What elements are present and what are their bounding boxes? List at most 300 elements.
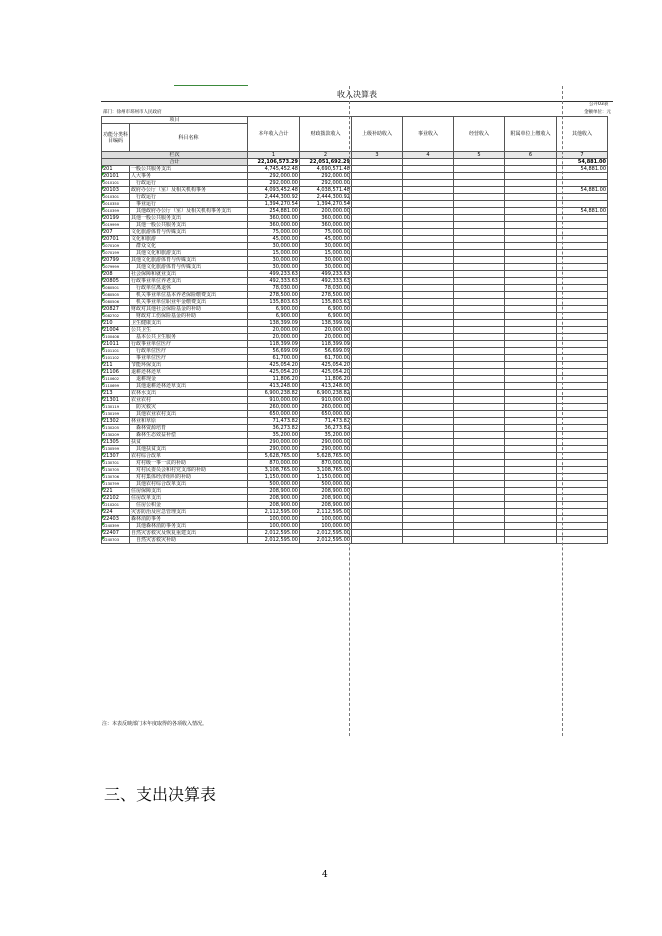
row-c4 bbox=[403, 432, 454, 439]
row-c6 bbox=[505, 320, 557, 327]
row-c1: 292,000.00 bbox=[248, 180, 300, 187]
table-row bbox=[102, 166, 608, 173]
row-c5 bbox=[454, 166, 505, 173]
row-c5 bbox=[454, 523, 505, 530]
row-c4 bbox=[403, 362, 454, 369]
row-name: 退耕现金 bbox=[130, 376, 248, 383]
row-c6 bbox=[505, 474, 557, 481]
row-c5 bbox=[454, 348, 505, 355]
row-c6 bbox=[505, 390, 557, 397]
row-c6 bbox=[505, 488, 557, 495]
row-code: 2130119 bbox=[102, 404, 130, 411]
row-code: 221 bbox=[102, 488, 130, 495]
row-c3 bbox=[352, 194, 403, 201]
row-c6 bbox=[505, 439, 557, 446]
row-c3 bbox=[352, 257, 403, 264]
row-name: 文化和旅游 bbox=[130, 236, 248, 243]
total-label: 合计 bbox=[102, 159, 248, 166]
row-c1: 56,699.09 bbox=[248, 348, 300, 355]
row-c5 bbox=[454, 495, 505, 502]
row-c3 bbox=[352, 201, 403, 208]
row-c4 bbox=[403, 418, 454, 425]
table-row bbox=[102, 467, 608, 474]
row-c4 bbox=[403, 236, 454, 243]
row-c6 bbox=[505, 453, 557, 460]
row-c4 bbox=[403, 166, 454, 173]
row-c1: 1,394,270.54 bbox=[248, 201, 300, 208]
row-c6 bbox=[505, 446, 557, 453]
row-c1: 360,000.00 bbox=[248, 222, 300, 229]
row-c3 bbox=[352, 369, 403, 376]
row-name: 其他文化和旅游支出 bbox=[130, 250, 248, 257]
row-name: 扶贫 bbox=[130, 439, 248, 446]
row-c7 bbox=[557, 313, 608, 320]
row-c7 bbox=[557, 348, 608, 355]
row-c2: 208,900.00 bbox=[300, 488, 352, 495]
row-c1: 292,000.00 bbox=[248, 173, 300, 180]
row-code: 2110699 bbox=[102, 383, 130, 390]
row-c4 bbox=[403, 348, 454, 355]
row-c4 bbox=[403, 208, 454, 215]
row-name: 退耕还林还草 bbox=[130, 369, 248, 376]
dept-label: 部门：徐州市邳州市人民政府 bbox=[103, 110, 162, 115]
row-c7 bbox=[557, 509, 608, 516]
row-name: 财政对其他社会保险基金的补助 bbox=[130, 306, 248, 313]
row-c3 bbox=[352, 285, 403, 292]
row-c3 bbox=[352, 474, 403, 481]
row-c1: 118,399.09 bbox=[248, 341, 300, 348]
row-c3 bbox=[352, 243, 403, 250]
page-break-vertical bbox=[562, 86, 563, 736]
row-code: 2079999 bbox=[102, 264, 130, 271]
table-code: 公开03表 bbox=[589, 102, 609, 107]
row-c7 bbox=[557, 474, 608, 481]
row-c7 bbox=[557, 432, 608, 439]
header-c6: 附属单位上缴收入 bbox=[505, 117, 557, 152]
row-c1: 100,000.00 bbox=[248, 523, 300, 530]
table-row bbox=[102, 390, 608, 397]
row-c3 bbox=[352, 327, 403, 334]
row-c6 bbox=[505, 369, 557, 376]
row-c6 bbox=[505, 537, 557, 544]
row-c4 bbox=[403, 439, 454, 446]
row-c3 bbox=[352, 411, 403, 418]
row-c6 bbox=[505, 467, 557, 474]
row-c3 bbox=[352, 222, 403, 229]
row-c4 bbox=[403, 320, 454, 327]
table-row bbox=[102, 180, 608, 187]
table-row bbox=[102, 215, 608, 222]
table-row bbox=[102, 418, 608, 425]
row-c5 bbox=[454, 201, 505, 208]
table-row bbox=[102, 208, 608, 215]
table-row bbox=[102, 222, 608, 229]
row-c7 bbox=[557, 334, 608, 341]
row-code: 20103 bbox=[102, 187, 130, 194]
row-c6 bbox=[505, 292, 557, 299]
row-name: 机关事业单位基本养老保险缴费支出 bbox=[130, 292, 248, 299]
row-code: 2240703 bbox=[102, 537, 130, 544]
row-c4 bbox=[403, 229, 454, 236]
row-c1: 1,150,000.00 bbox=[248, 474, 300, 481]
row-c2: 78,030.00 bbox=[300, 285, 352, 292]
row-c7 bbox=[557, 257, 608, 264]
row-c5 bbox=[454, 446, 505, 453]
row-c4 bbox=[403, 411, 454, 418]
table-row bbox=[102, 355, 608, 362]
row-c2: 360,000.00 bbox=[300, 222, 352, 229]
row-c2: 2,012,595.00 bbox=[300, 537, 352, 544]
page-break-vertical bbox=[349, 86, 350, 736]
row-c7 bbox=[557, 278, 608, 285]
row-c3 bbox=[352, 215, 403, 222]
row-c4 bbox=[403, 173, 454, 180]
row-c6 bbox=[505, 313, 557, 320]
row-c4 bbox=[403, 180, 454, 187]
row-c2: 3,108,765.00 bbox=[300, 467, 352, 474]
row-c6 bbox=[505, 397, 557, 404]
row-c4 bbox=[403, 474, 454, 481]
row-c7 bbox=[557, 341, 608, 348]
row-c2: 413,248.00 bbox=[300, 383, 352, 390]
row-c2: 425,054.20 bbox=[300, 362, 352, 369]
row-c6 bbox=[505, 278, 557, 285]
row-code: 21302 bbox=[102, 418, 130, 425]
row-c6 bbox=[505, 418, 557, 425]
row-name: 林业和草原 bbox=[130, 418, 248, 425]
row-c6 bbox=[505, 404, 557, 411]
row-c1: 100,000.00 bbox=[248, 516, 300, 523]
table-row bbox=[102, 187, 608, 194]
row-code: 2080505 bbox=[102, 292, 130, 299]
row-c6 bbox=[505, 516, 557, 523]
row-c1: 5,628,765.00 bbox=[248, 453, 300, 460]
row-c5 bbox=[454, 208, 505, 215]
row-c7 bbox=[557, 173, 608, 180]
row-c5 bbox=[454, 236, 505, 243]
row-c3 bbox=[352, 537, 403, 544]
row-code: 20805 bbox=[102, 278, 130, 285]
row-name: 其他一般公共服务支出 bbox=[130, 222, 248, 229]
table-row bbox=[102, 516, 608, 523]
row-code: 213 bbox=[102, 390, 130, 397]
table-row bbox=[102, 264, 608, 271]
row-c1: 4,093,452.48 bbox=[248, 187, 300, 194]
row-c1: 2,444,300.92 bbox=[248, 194, 300, 201]
row-c3 bbox=[352, 439, 403, 446]
row-c5 bbox=[454, 299, 505, 306]
row-c6 bbox=[505, 180, 557, 187]
row-c7 bbox=[557, 418, 608, 425]
row-code: 2130209 bbox=[102, 432, 130, 439]
row-c4 bbox=[403, 516, 454, 523]
header-c2: 财政拨款收入 bbox=[300, 117, 352, 152]
row-name: 行政运行 bbox=[130, 180, 248, 187]
row-name: 森林消防事务 bbox=[130, 516, 248, 523]
row-c2: 75,000.00 bbox=[300, 229, 352, 236]
row-c7 bbox=[557, 194, 608, 201]
row-c6 bbox=[505, 523, 557, 530]
table-row bbox=[102, 285, 608, 292]
row-c6 bbox=[505, 509, 557, 516]
row-name: 住房公积金 bbox=[130, 502, 248, 509]
row-c3 bbox=[352, 467, 403, 474]
row-c2: 910,000.00 bbox=[300, 397, 352, 404]
row-c7 bbox=[557, 516, 608, 523]
row-c5 bbox=[454, 397, 505, 404]
row-code: 2082702 bbox=[102, 313, 130, 320]
col-no-7: 7 bbox=[557, 152, 608, 159]
row-c7 bbox=[557, 467, 608, 474]
row-c5 bbox=[454, 187, 505, 194]
row-name: 住房保障支出 bbox=[130, 488, 248, 495]
row-c1: 2,112,595.00 bbox=[248, 509, 300, 516]
row-name: 行政运行 bbox=[130, 194, 248, 201]
row-c1: 492,333.63 bbox=[248, 278, 300, 285]
row-c2: 870,000.00 bbox=[300, 460, 352, 467]
table-row bbox=[102, 257, 608, 264]
col-no-1: 1 bbox=[248, 152, 300, 159]
row-code: 21305 bbox=[102, 439, 130, 446]
row-c2: 6,900.00 bbox=[300, 313, 352, 320]
row-c3 bbox=[352, 418, 403, 425]
row-c5 bbox=[454, 537, 505, 544]
row-c5 bbox=[454, 418, 505, 425]
row-c1: 45,000.00 bbox=[248, 236, 300, 243]
table-row bbox=[102, 348, 608, 355]
row-c4 bbox=[403, 278, 454, 285]
row-c4 bbox=[403, 201, 454, 208]
table-row bbox=[102, 376, 608, 383]
row-c6 bbox=[505, 285, 557, 292]
row-c7 bbox=[557, 488, 608, 495]
page-number: 4 bbox=[322, 870, 328, 880]
row-c3 bbox=[352, 173, 403, 180]
row-c5 bbox=[454, 173, 505, 180]
row-c5 bbox=[454, 439, 505, 446]
row-c6 bbox=[505, 460, 557, 467]
total-c7: 54,881.00 bbox=[557, 159, 608, 166]
row-c4 bbox=[403, 397, 454, 404]
row-c2: 4,038,571.48 bbox=[300, 187, 352, 194]
row-c1: 208,900.00 bbox=[248, 488, 300, 495]
row-c1: 499,233.63 bbox=[248, 271, 300, 278]
row-name: 自然灾害救灾及恢复重建支出 bbox=[130, 530, 248, 537]
col-no-6: 6 bbox=[505, 152, 557, 159]
row-c6 bbox=[505, 173, 557, 180]
row-c5 bbox=[454, 411, 505, 418]
row-c6 bbox=[505, 215, 557, 222]
table-row bbox=[102, 397, 608, 404]
row-c6 bbox=[505, 327, 557, 334]
row-c7 bbox=[557, 495, 608, 502]
row-c3 bbox=[352, 432, 403, 439]
table-row bbox=[102, 173, 608, 180]
row-code: 2019999 bbox=[102, 222, 130, 229]
row-c5 bbox=[454, 292, 505, 299]
row-code: 22407 bbox=[102, 530, 130, 537]
row-c5 bbox=[454, 285, 505, 292]
row-label: 栏次 bbox=[102, 152, 248, 159]
header-item: 项目 bbox=[102, 117, 248, 124]
row-c2: 45,000.00 bbox=[300, 236, 352, 243]
row-code: 21004 bbox=[102, 327, 130, 334]
row-c1: 3,108,765.00 bbox=[248, 467, 300, 474]
row-c7 bbox=[557, 397, 608, 404]
row-c2: 36,273.82 bbox=[300, 425, 352, 432]
row-c4 bbox=[403, 530, 454, 537]
row-c3 bbox=[352, 355, 403, 362]
row-c1: 20,000.00 bbox=[248, 327, 300, 334]
row-c4 bbox=[403, 334, 454, 341]
row-c6 bbox=[505, 530, 557, 537]
row-c2: 30,000.00 bbox=[300, 243, 352, 250]
row-c1: 4,745,452.48 bbox=[248, 166, 300, 173]
row-c5 bbox=[454, 481, 505, 488]
row-c2: 15,000.00 bbox=[300, 250, 352, 257]
row-c5 bbox=[454, 474, 505, 481]
row-code: 20101 bbox=[102, 173, 130, 180]
row-c2: 650,000.00 bbox=[300, 411, 352, 418]
row-c7: 54,881.00 bbox=[557, 208, 608, 215]
row-code: 207 bbox=[102, 229, 130, 236]
row-code: 2210201 bbox=[102, 502, 130, 509]
row-c5 bbox=[454, 180, 505, 187]
row-c4 bbox=[403, 425, 454, 432]
row-c4 bbox=[403, 327, 454, 334]
row-c1: 290,000.00 bbox=[248, 446, 300, 453]
row-c2: 6,900.00 bbox=[300, 306, 352, 313]
row-c7 bbox=[557, 306, 608, 313]
row-c5 bbox=[454, 376, 505, 383]
row-c7 bbox=[557, 502, 608, 509]
row-name: 其他农村综合改革支出 bbox=[130, 481, 248, 488]
row-c6 bbox=[505, 341, 557, 348]
row-c2: 278,500.00 bbox=[300, 292, 352, 299]
row-c5 bbox=[454, 222, 505, 229]
row-name: 群众文化 bbox=[130, 243, 248, 250]
row-c5 bbox=[454, 467, 505, 474]
row-c2: 1,394,270.54 bbox=[300, 201, 352, 208]
row-c6 bbox=[505, 306, 557, 313]
row-c5 bbox=[454, 278, 505, 285]
row-c3 bbox=[352, 530, 403, 537]
row-name: 森林资源培育 bbox=[130, 425, 248, 432]
row-c5 bbox=[454, 362, 505, 369]
row-c3 bbox=[352, 362, 403, 369]
row-c2: 6,900,238.82 bbox=[300, 390, 352, 397]
row-c1: 75,000.00 bbox=[248, 229, 300, 236]
row-c2: 118,399.09 bbox=[300, 341, 352, 348]
row-c7 bbox=[557, 383, 608, 390]
row-c3 bbox=[352, 341, 403, 348]
row-name: 其他一般公共服务支出 bbox=[130, 215, 248, 222]
header-c1: 本年收入合计 bbox=[248, 117, 300, 152]
row-c6 bbox=[505, 264, 557, 271]
row-c7 bbox=[557, 530, 608, 537]
row-c3 bbox=[352, 383, 403, 390]
row-c7 bbox=[557, 453, 608, 460]
row-c1: 260,000.00 bbox=[248, 404, 300, 411]
row-c7 bbox=[557, 425, 608, 432]
row-c5 bbox=[454, 320, 505, 327]
row-c5 bbox=[454, 460, 505, 467]
row-c6 bbox=[505, 187, 557, 194]
row-c2: 100,000.00 bbox=[300, 516, 352, 523]
row-c1: 208,900.00 bbox=[248, 495, 300, 502]
row-c7 bbox=[557, 236, 608, 243]
row-c4 bbox=[403, 292, 454, 299]
table-row bbox=[102, 432, 608, 439]
row-c3 bbox=[352, 509, 403, 516]
table-row bbox=[102, 194, 608, 201]
row-c7 bbox=[557, 404, 608, 411]
row-c5 bbox=[454, 313, 505, 320]
row-c4 bbox=[403, 446, 454, 453]
row-c6 bbox=[505, 362, 557, 369]
table-row bbox=[102, 425, 608, 432]
row-c1: 425,054.20 bbox=[248, 362, 300, 369]
row-c1: 30,000.00 bbox=[248, 243, 300, 250]
row-c3 bbox=[352, 306, 403, 313]
row-c7 bbox=[557, 271, 608, 278]
row-c4 bbox=[403, 243, 454, 250]
table-row bbox=[102, 320, 608, 327]
row-c7 bbox=[557, 243, 608, 250]
row-c4 bbox=[403, 313, 454, 320]
row-c4 bbox=[403, 537, 454, 544]
row-code: 2130199 bbox=[102, 411, 130, 418]
row-c3 bbox=[352, 516, 403, 523]
row-c3 bbox=[352, 348, 403, 355]
row-code: 21301 bbox=[102, 397, 130, 404]
row-c3 bbox=[352, 523, 403, 530]
row-c6 bbox=[505, 334, 557, 341]
row-name: 财政对工伤保险基金的补助 bbox=[130, 313, 248, 320]
row-code: 2080506 bbox=[102, 299, 130, 306]
row-name: 其他森林消防事务支出 bbox=[130, 523, 248, 530]
table-row bbox=[102, 502, 608, 509]
row-c4 bbox=[403, 306, 454, 313]
table-row bbox=[102, 369, 608, 376]
row-c2: 500,000.00 bbox=[300, 481, 352, 488]
row-code: 2130599 bbox=[102, 446, 130, 453]
row-c7 bbox=[557, 362, 608, 369]
table-row bbox=[102, 362, 608, 369]
row-name: 基本公共卫生服务 bbox=[130, 334, 248, 341]
row-c6 bbox=[505, 257, 557, 264]
row-c3 bbox=[352, 397, 403, 404]
row-c6 bbox=[505, 243, 557, 250]
row-c2: 35,200.00 bbox=[300, 432, 352, 439]
row-c2: 135,803.63 bbox=[300, 299, 352, 306]
table-row bbox=[102, 474, 608, 481]
table-row bbox=[102, 341, 608, 348]
row-c4 bbox=[403, 194, 454, 201]
row-c2: 2,012,595.00 bbox=[300, 530, 352, 537]
row-c3 bbox=[352, 320, 403, 327]
row-c3 bbox=[352, 278, 403, 285]
row-c2: 11,806.20 bbox=[300, 376, 352, 383]
row-c5 bbox=[454, 530, 505, 537]
table-row bbox=[102, 299, 608, 306]
row-name: 机关事业单位职业年金缴费支出 bbox=[130, 299, 248, 306]
total-c2: 22,051,692.29 bbox=[300, 159, 352, 166]
row-c4 bbox=[403, 460, 454, 467]
row-c6 bbox=[505, 348, 557, 355]
row-c7 bbox=[557, 299, 608, 306]
table-row bbox=[102, 278, 608, 285]
